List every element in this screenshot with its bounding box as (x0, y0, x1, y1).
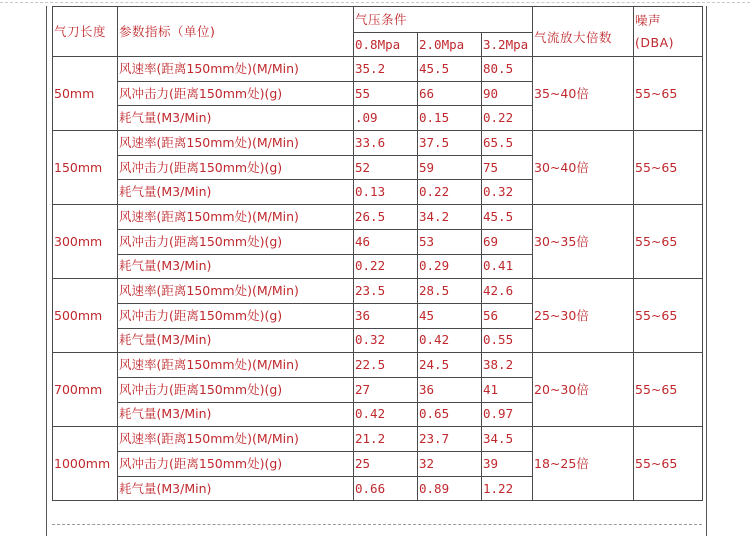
value-0.8mpa: 55 (354, 81, 418, 106)
length-cell: 150mm (53, 131, 118, 205)
amplification-header: 气流放大倍数 (533, 7, 634, 57)
noise-cell: 55~65 (634, 279, 703, 353)
length-cell: 700mm (53, 353, 118, 427)
value-0.8mpa: 0.66 (354, 476, 418, 501)
pressure-2.0: 2.0Mpa (418, 33, 482, 57)
value-0.8mpa: 25 (354, 452, 418, 477)
amplification-cell: 20~30倍 (533, 353, 634, 427)
value-3.2mpa: 0.41 (482, 254, 533, 279)
length-cell: 300mm (53, 205, 118, 279)
value-2.0mpa: 23.7 (418, 427, 482, 452)
noise-cell: 55~65 (634, 57, 703, 131)
value-0.8mpa: 21.2 (354, 427, 418, 452)
value-0.8mpa: 27 (354, 377, 418, 402)
value-0.8mpa: .09 (354, 106, 418, 131)
value-2.0mpa: 34.2 (418, 205, 482, 230)
table-row (53, 57, 703, 82)
param-name-cell: 风速率(距离150mm处)(M/Min) (118, 57, 354, 82)
amplification-cell: 30~40倍 (533, 131, 634, 205)
length-cell: 500mm (53, 279, 118, 353)
param-name-cell: 风速率(距离150mm处)(M/Min) (118, 427, 354, 452)
value-0.8mpa: 23.5 (354, 279, 418, 304)
value-3.2mpa: 38.2 (482, 353, 533, 378)
param-name-cell: 耗气量(M3/Min) (118, 106, 354, 131)
pressure-3.2: 3.2Mpa (482, 33, 533, 57)
page-bottom-dashed-line (52, 524, 702, 525)
value-2.0mpa: 53 (418, 229, 482, 254)
pressure-0.8: 0.8Mpa (354, 33, 418, 57)
value-2.0mpa: 36 (418, 377, 482, 402)
value-3.2mpa: 1.22 (482, 476, 533, 501)
value-0.8mpa: 52 (354, 155, 418, 180)
header-row-1 (53, 7, 703, 33)
value-0.8mpa: 0.13 (354, 180, 418, 205)
value-0.8mpa: 46 (354, 229, 418, 254)
value-0.8mpa: 0.42 (354, 402, 418, 427)
length-cell: 50mm (53, 57, 118, 131)
table-row (53, 131, 703, 156)
value-3.2mpa: 0.55 (482, 328, 533, 353)
amplification-cell: 25~30倍 (533, 279, 634, 353)
value-3.2mpa: 69 (482, 229, 533, 254)
value-0.8mpa: 22.5 (354, 353, 418, 378)
value-3.2mpa: 39 (482, 452, 533, 477)
param-header: 参数指标（单位) (118, 7, 354, 57)
noise-header (634, 7, 703, 57)
value-3.2mpa: 34.5 (482, 427, 533, 452)
table-row (53, 427, 703, 452)
value-2.0mpa: 0.29 (418, 254, 482, 279)
value-0.8mpa: 26.5 (354, 205, 418, 230)
value-2.0mpa: 24.5 (418, 353, 482, 378)
value-3.2mpa: 42.6 (482, 279, 533, 304)
value-3.2mpa: 0.32 (482, 180, 533, 205)
noise-label: 噪声 (635, 12, 662, 28)
value-3.2mpa: 0.22 (482, 106, 533, 131)
table-row (53, 353, 703, 378)
value-3.2mpa: 90 (482, 81, 533, 106)
param-name-cell: 风冲击力(距离150mm处)(g) (118, 155, 354, 180)
page-top-dashed-line (0, 2, 750, 3)
param-name-cell: 风速率(距离150mm处)(M/Min) (118, 131, 354, 156)
value-3.2mpa: 41 (482, 377, 533, 402)
value-3.2mpa: 56 (482, 303, 533, 328)
param-name-cell: 风冲击力(距离150mm处)(g) (118, 452, 354, 477)
value-2.0mpa: 37.5 (418, 131, 482, 156)
param-name-cell: 风速率(距离150mm处)(M/Min) (118, 205, 354, 230)
air-knife-spec-table (52, 6, 703, 501)
value-2.0mpa: 66 (418, 81, 482, 106)
value-2.0mpa: 0.42 (418, 328, 482, 353)
table-row (53, 205, 703, 230)
value-2.0mpa: 32 (418, 452, 482, 477)
amplification-cell: 35~40倍 (533, 57, 634, 131)
value-2.0mpa: 59 (418, 155, 482, 180)
param-name-cell: 耗气量(M3/Min) (118, 328, 354, 353)
value-3.2mpa: 0.97 (482, 402, 533, 427)
length-cell: 1000mm (53, 427, 118, 501)
noise-cell: 55~65 (634, 353, 703, 427)
param-name-cell: 风冲击力(距离150mm处)(g) (118, 229, 354, 254)
param-name-cell: 风速率(距离150mm处)(M/Min) (118, 279, 354, 304)
amplification-cell: 18~25倍 (533, 427, 634, 501)
value-2.0mpa: 45.5 (418, 57, 482, 82)
table-row (53, 279, 703, 304)
value-0.8mpa: 33.6 (354, 131, 418, 156)
value-2.0mpa: 0.65 (418, 402, 482, 427)
value-2.0mpa: 0.15 (418, 106, 482, 131)
param-name-cell: 风速率(距离150mm处)(M/Min) (118, 353, 354, 378)
value-0.8mpa: 0.32 (354, 328, 418, 353)
param-name-cell: 风冲击力(距离150mm处)(g) (118, 303, 354, 328)
value-3.2mpa: 80.5 (482, 57, 533, 82)
length-header: 气刀长度 (53, 7, 118, 57)
pressure-header: 气压条件 (354, 7, 533, 33)
value-2.0mpa: 28.5 (418, 279, 482, 304)
param-name-cell: 耗气量(M3/Min) (118, 476, 354, 501)
noise-cell: 55~65 (634, 131, 703, 205)
noise-unit: (DBA) (635, 34, 675, 50)
value-2.0mpa: 0.22 (418, 180, 482, 205)
param-name-cell: 风冲击力(距离150mm处)(g) (118, 377, 354, 402)
value-0.8mpa: 35.2 (354, 57, 418, 82)
value-2.0mpa: 0.89 (418, 476, 482, 501)
value-2.0mpa: 45 (418, 303, 482, 328)
amplification-cell: 30~35倍 (533, 205, 634, 279)
param-name-cell: 耗气量(M3/Min) (118, 254, 354, 279)
param-name-cell: 耗气量(M3/Min) (118, 402, 354, 427)
value-3.2mpa: 45.5 (482, 205, 533, 230)
noise-cell: 55~65 (634, 427, 703, 501)
param-name-cell: 风冲击力(距离150mm处)(g) (118, 81, 354, 106)
value-0.8mpa: 0.22 (354, 254, 418, 279)
noise-cell: 55~65 (634, 205, 703, 279)
value-3.2mpa: 65.5 (482, 131, 533, 156)
value-0.8mpa: 36 (354, 303, 418, 328)
value-3.2mpa: 75 (482, 155, 533, 180)
param-name-cell: 耗气量(M3/Min) (118, 180, 354, 205)
